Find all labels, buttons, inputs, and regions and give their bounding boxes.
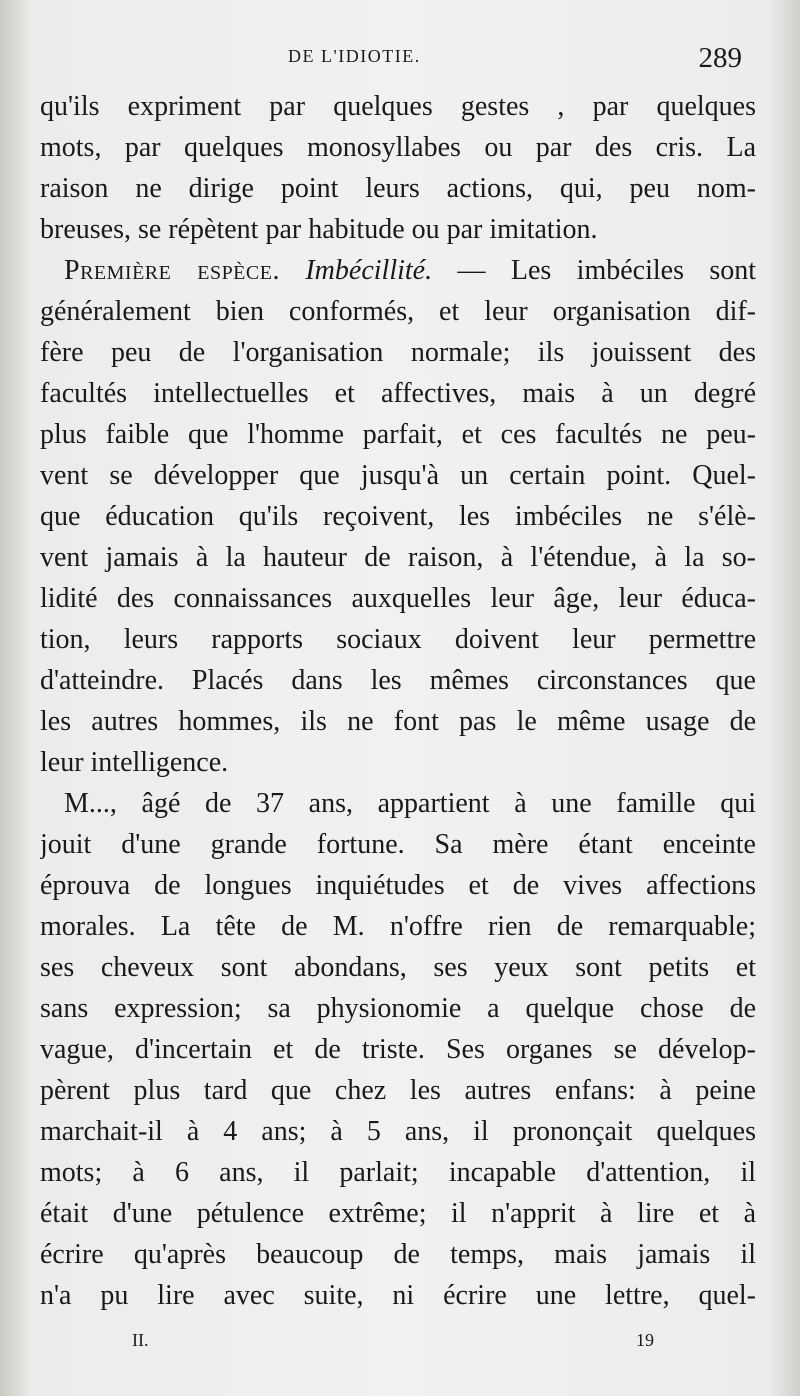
text-line: sans expression; sa physionomie a quelque chose de <box>40 993 756 1024</box>
text-line: fère peu de l'organisation normale; ils jouissent des <box>40 337 756 368</box>
text-line: morales. La tête de M. n'offre rien de remarquable; <box>40 911 756 942</box>
text-line: était d'une pétulence extrême; il n'apprit à lire et à <box>40 1198 756 1229</box>
text-line: leur intelligence. <box>40 747 229 778</box>
text-line: les autres hommes, ils ne font pas le même usage de <box>40 706 756 737</box>
text-line: vent jamais à la hauteur de raison, à l'étendue, à la so- <box>40 542 756 573</box>
text-line: qu'ils expriment par quelques gestes , par quelques <box>40 91 756 122</box>
text-line: d'atteindre. Placés dans les mêmes circonstances que <box>40 665 756 696</box>
page-number: 289 <box>698 42 742 74</box>
text-line: plus faible que l'homme parfait, et ces facultés ne peu- <box>40 419 756 450</box>
signature-volume: II. <box>132 1330 149 1350</box>
body-text <box>40 86 756 1316</box>
running-title: DE L'IDIOTIE. <box>288 46 421 66</box>
text-line: éprouva de longues inquiétudes et de vives affections <box>40 870 756 901</box>
species-name: Imbécillité. <box>305 255 433 286</box>
text-line: généralement bien conformés, et leur organisation dif- <box>40 296 756 327</box>
signature-number: 19 <box>636 1330 654 1350</box>
text-line: que éducation qu'ils reçoivent, les imbéciles ne s'élè- <box>40 501 756 532</box>
text-line: écrire qu'après beaucoup de temps, mais jamais il <box>40 1239 756 1270</box>
text-line: lidité des connaissances auxquelles leur âge, leur éduca- <box>40 583 756 614</box>
text-line: vague, d'incertain et de triste. Ses organes se dévelop- <box>40 1034 756 1065</box>
heading-line-rest: — Les imbéciles sont <box>457 255 756 286</box>
text-line: raison ne dirige point leurs actions, qui, peu nom- <box>40 173 756 204</box>
text-line: mots; à 6 ans, il parlait; incapable d'attention, il <box>40 1157 756 1188</box>
species-label: Première espèce. <box>64 255 280 286</box>
text-line: vent se développer que jusqu'à un certain point. Quel- <box>40 460 756 491</box>
text-line: mots, par quelques monosyllabes ou par des cris. La <box>40 132 756 163</box>
paragraph-heading-line <box>40 250 756 291</box>
text-line: breuses, se répètent par habitude ou par imitation. <box>40 214 598 245</box>
text-line: jouit d'une grande fortune. Sa mère étant enceinte <box>40 829 756 860</box>
text-line: facultés intellectuelles et affectives, mais à un degré <box>40 378 756 409</box>
text-line: M..., âgé de 37 ans, appartient à une famille qui <box>64 788 756 819</box>
text-line: pèrent plus tard que chez les autres enfans: à peine <box>40 1075 756 1106</box>
text-line: n'a pu lire avec suite, ni écrire une lettre, quel- <box>40 1280 756 1311</box>
running-head <box>0 42 800 82</box>
signature-footer <box>0 1330 800 1360</box>
text-line: tion, leurs rapports sociaux doivent leur permettre <box>40 624 756 655</box>
text-line: marchait-il à 4 ans; à 5 ans, il prononçait quelques <box>40 1116 756 1147</box>
text-line: ses cheveux sont abondans, ses yeux sont petits et <box>40 952 756 983</box>
